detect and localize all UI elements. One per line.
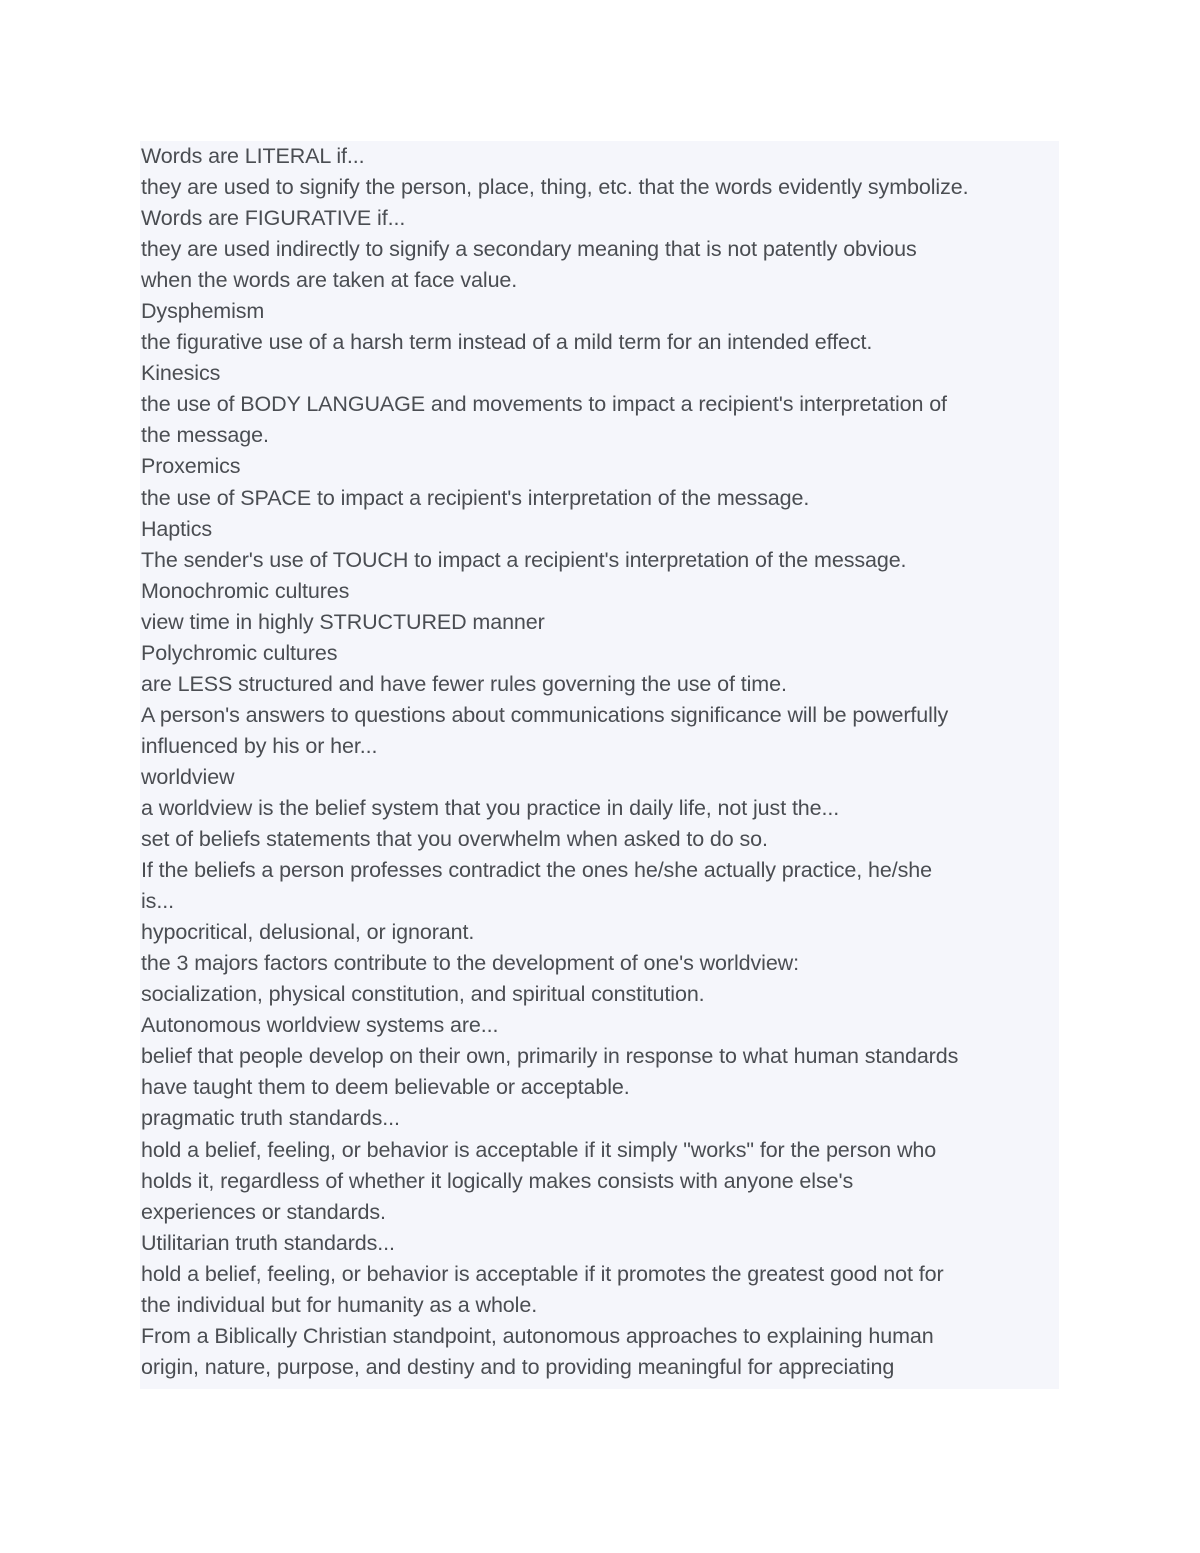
text-line: Kinesics — [141, 361, 221, 386]
text-line: A person's answers to questions about communications significance will be powerfully — [141, 702, 949, 727]
text-line: the message. — [141, 423, 269, 448]
text-line: Haptics — [141, 516, 212, 541]
text-line: From a Biblically Christian standpoint, autonomous approaches to explaining human — [141, 1323, 934, 1348]
text-line: hold a belief, feeling, or behavior is acceptable if it simply "works" for the person who — [141, 1137, 937, 1162]
text-line: Proxemics — [141, 454, 241, 479]
text-line: origin, nature, purpose, and destiny and to providing meaningful for appreciating — [141, 1354, 895, 1379]
text-line: the use of BODY LANGUAGE and movements to impact a recipient's interpretation of — [141, 392, 947, 417]
text-line: the figurative use of a harsh term instead of a mild term for an intended effect. — [141, 330, 873, 355]
text-line: socialization, physical constitution, and spiritual constitution. — [141, 982, 705, 1007]
text-line: Polychromic cultures — [141, 640, 338, 665]
text-line: the use of SPACE to impact a recipient's interpretation of the message. — [141, 485, 810, 510]
text-line: The sender's use of TOUCH to impact a recipient's interpretation of the message. — [141, 547, 907, 572]
text-line: belief that people develop on their own, primarily in response to what human standards — [141, 1044, 959, 1069]
text-line: holds it, regardless of whether it logically makes consists with anyone else's — [141, 1168, 854, 1193]
text-line: pragmatic truth standards... — [141, 1106, 400, 1131]
text-line: hold a belief, feeling, or behavior is acceptable if it promotes the greatest good not for — [141, 1261, 944, 1286]
text-line: influenced by his or her... — [141, 733, 378, 758]
text-line: they are used to signify the person, place, thing, etc. that the words evidently symbolize. — [141, 175, 969, 200]
text-line: hypocritical, delusional, or ignorant. — [141, 920, 475, 945]
text-line: they are used indirectly to signify a secondary meaning that is not patently obvious — [141, 237, 917, 262]
text-line: a worldview is the belief system that you practice in daily life, not just the... — [141, 795, 840, 820]
text-line: experiences or standards. — [141, 1199, 386, 1224]
document-text-block — [140, 141, 1059, 1389]
text-line: when the words are taken at face value. — [141, 268, 518, 293]
text-line: Monochromic cultures — [141, 578, 350, 603]
text-line: If the beliefs a person professes contradict the ones he/she actually practice, he/she — [141, 858, 932, 883]
text-line: Autonomous worldview systems are... — [141, 1013, 499, 1038]
text-line: are LESS structured and have fewer rules governing the use of time. — [141, 671, 787, 696]
text-line: the 3 majors factors contribute to the development of one's worldview: — [141, 951, 799, 976]
text-line: worldview — [141, 764, 235, 789]
text-line: Words are LITERAL if... — [141, 144, 365, 168]
text-line: have taught them to deem believable or acceptable. — [141, 1075, 630, 1100]
text-line: is... — [141, 889, 174, 914]
text-line: Words are FIGURATIVE if... — [141, 206, 406, 231]
text-line: view time in highly STRUCTURED manner — [141, 609, 545, 634]
text-line: Dysphemism — [141, 299, 265, 324]
text-line: set of beliefs statements that you overwhelm when asked to do so. — [141, 827, 768, 852]
text-line: the individual but for humanity as a whole. — [141, 1292, 538, 1317]
text-line: Utilitarian truth standards... — [141, 1230, 395, 1255]
